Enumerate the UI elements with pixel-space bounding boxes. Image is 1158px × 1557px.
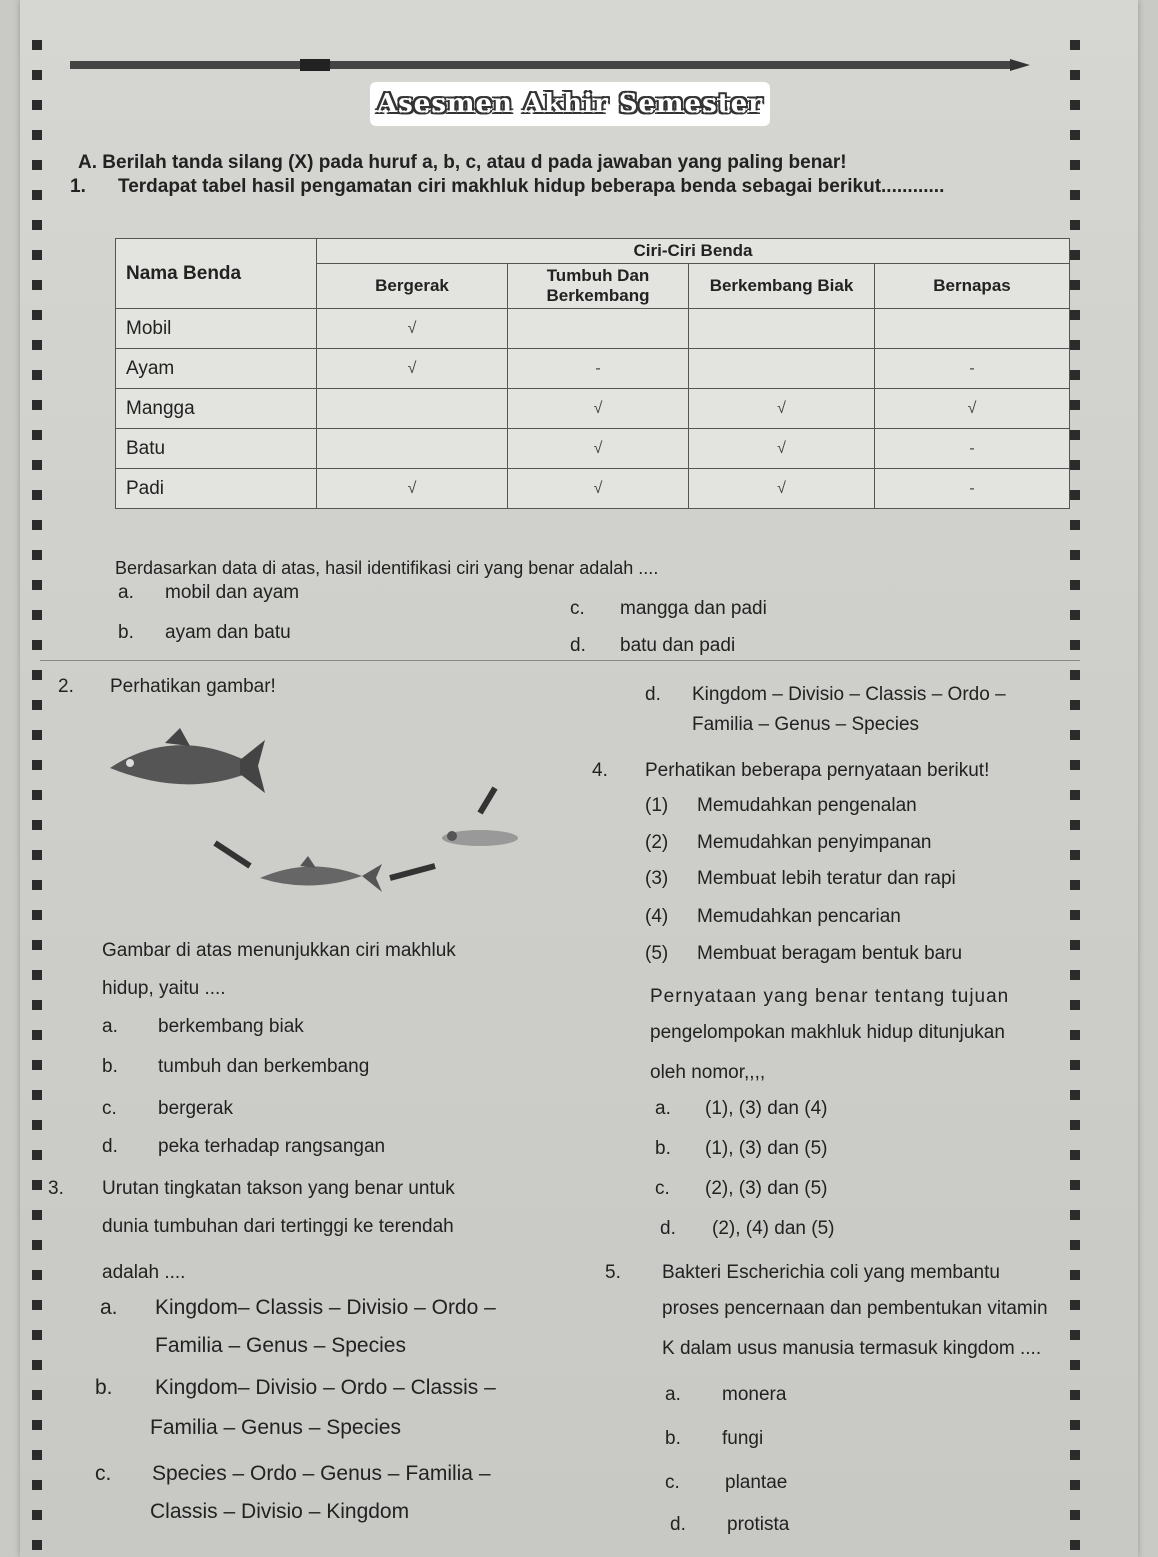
q4-statement-5-label: (5) — [645, 943, 669, 964]
page-title: Asesmen Akhir Semester — [370, 82, 770, 126]
q3-option-a-label: a. — [100, 1296, 118, 1319]
q4-option-b[interactable]: (1), (3) dan (5) — [705, 1138, 828, 1159]
table-cell — [689, 349, 875, 389]
q3-question-line-1: Urutan tingkatan takson yang benar untuk — [102, 1178, 455, 1199]
table-cell: √ — [689, 389, 875, 429]
q2-number: 2. — [58, 676, 74, 697]
q4-statement-3: Membuat lebih teratur dan rapi — [697, 868, 956, 889]
q4-option-b-label: b. — [655, 1138, 671, 1159]
q4-option-c[interactable]: (2), (3) dan (5) — [705, 1178, 828, 1199]
q4-question-line-3: oleh nomor,,,, — [650, 1062, 766, 1083]
q1-option-d[interactable]: batu dan padi — [620, 635, 736, 656]
table-row — [116, 469, 1070, 509]
q2-option-c[interactable]: bergerak — [158, 1098, 233, 1119]
col-bernapas: Bernapas — [875, 264, 1070, 309]
q4-intro: Perhatikan beberapa pernyataan berikut! — [645, 760, 990, 781]
q3-question-line-3: adalah .... — [102, 1262, 186, 1283]
table-cell: - — [875, 469, 1070, 509]
table-cell — [689, 309, 875, 349]
table-row — [116, 309, 1070, 349]
q4-option-a[interactable]: (1), (3) dan (4) — [705, 1098, 828, 1119]
q3-option-b-label: b. — [95, 1376, 113, 1399]
divider — [40, 660, 1080, 661]
q3-option-b-line-2[interactable]: Familia – Genus – Species — [150, 1416, 401, 1439]
q4-question-line-1: Pernyataan yang benar tentang tujuan — [650, 986, 1010, 1007]
q3-option-c-line-2[interactable]: Classis – Divisio – Kingdom — [150, 1500, 410, 1523]
adult-fish-icon — [110, 728, 265, 793]
table-cell: √ — [317, 309, 508, 349]
section-a-instruction: A. Berilah tanda silang (X) pada huruf a, b, c, atau d pada jawaban yang paling benar! — [78, 152, 847, 173]
table-cell: √ — [508, 389, 689, 429]
col-berkembang-biak: Berkembang Biak — [689, 264, 875, 309]
col-bergerak: Bergerak — [317, 264, 508, 309]
row-name: Mobil — [116, 309, 317, 349]
q3-question-line-2: dunia tumbuhan dari tertinggi ke terendah — [102, 1216, 454, 1237]
row-name: Padi — [116, 469, 317, 509]
q2-question-line-2: hidup, yaitu .... — [102, 978, 226, 999]
table-row — [116, 429, 1070, 469]
table-row — [116, 349, 1070, 389]
q4-statement-4: Memudahkan pencarian — [697, 906, 901, 927]
q1-option-d-label: d. — [570, 635, 586, 656]
q3-option-d-line-2[interactable]: Familia – Genus – Species — [692, 714, 920, 735]
q4-statement-2-label: (2) — [645, 832, 669, 853]
arrow-icon — [480, 788, 495, 813]
q3-number: 3. — [48, 1178, 64, 1199]
table-cell: √ — [875, 389, 1070, 429]
q5-question-line-2: proses pencernaan dan pembentukan vitamin — [662, 1298, 1048, 1319]
q5-question-line-3: K dalam usus manusia termasuk kingdom .... — [662, 1338, 1042, 1359]
q4-option-a-label: a. — [655, 1098, 671, 1119]
arrow-icon — [215, 843, 250, 866]
table-cell — [317, 389, 508, 429]
q5-option-c[interactable]: plantae — [725, 1472, 788, 1493]
table-cell: √ — [689, 429, 875, 469]
row-name: Batu — [116, 429, 317, 469]
q2-option-a-label: a. — [102, 1016, 118, 1037]
q3-option-c-line-1[interactable]: Species – Ordo – Genus – Familia – — [152, 1462, 491, 1485]
q1-option-b[interactable]: ayam dan batu — [165, 622, 291, 643]
q4-statement-2: Memudahkan penyimpanan — [697, 832, 932, 853]
fish-life-cycle-image — [100, 718, 560, 928]
q1-question: Berdasarkan data di atas, hasil identifikasi ciri yang benar adalah .... — [115, 558, 659, 578]
arrow-icon — [390, 866, 435, 878]
spiral-binding-right — [1070, 40, 1080, 1557]
q1-option-a[interactable]: mobil dan ayam — [165, 582, 300, 603]
q1-number: 1. — [70, 176, 86, 197]
row-name: Mangga — [116, 389, 317, 429]
q5-question-line-1: Bakteri Escherichia coli yang membantu — [662, 1262, 1000, 1283]
q2-option-d[interactable]: peka terhadap rangsangan — [158, 1136, 386, 1157]
q2-option-a[interactable]: berkembang biak — [158, 1016, 304, 1037]
q4-option-d-label: d. — [660, 1218, 676, 1239]
spiral-binding-left — [32, 40, 42, 1557]
q5-number: 5. — [605, 1262, 621, 1283]
table-cell — [508, 309, 689, 349]
q2-option-b-label: b. — [102, 1056, 118, 1077]
q4-question-line-2: pengelompokan makhluk hidup ditunjukan — [650, 1022, 1005, 1043]
q1-option-c[interactable]: mangga dan padi — [620, 598, 767, 619]
q5-option-a[interactable]: monera — [722, 1384, 787, 1405]
q3-option-d-line-1[interactable]: Kingdom – Divisio – Classis – Ordo – — [692, 684, 1006, 705]
q1-intro: Terdapat tabel hasil pengamatan ciri makhluk hidup beberapa benda sebagai berikut............ — [118, 176, 945, 197]
col-tumbuh: Tumbuh Dan Berkembang — [508, 264, 689, 309]
q4-statement-5: Membuat beragam bentuk baru — [697, 943, 963, 964]
table-row — [116, 389, 1070, 429]
q4-number: 4. — [592, 760, 608, 781]
col-ciri-ciri-benda: Ciri-Ciri Benda — [317, 239, 1070, 264]
young-fish-icon — [260, 856, 382, 892]
q2-intro: Perhatikan gambar! — [110, 676, 276, 697]
q3-option-a-line-2[interactable]: Familia – Genus – Species — [155, 1334, 406, 1357]
table-cell: √ — [508, 429, 689, 469]
q2-option-d-label: d. — [102, 1136, 118, 1157]
table-cell: - — [875, 349, 1070, 389]
q3-option-b-line-1[interactable]: Kingdom– Divisio – Ordo – Classis – — [155, 1376, 496, 1399]
table-cell: - — [508, 349, 689, 389]
table-cell — [317, 429, 508, 469]
larva-icon — [442, 830, 518, 846]
q5-option-b-label: b. — [665, 1428, 681, 1449]
table-cell — [875, 309, 1070, 349]
q5-option-a-label: a. — [665, 1384, 681, 1405]
q4-statement-1: Memudahkan pengenalan — [697, 795, 917, 816]
q4-statement-1-label: (1) — [645, 795, 669, 816]
q2-question-line-1: Gambar di atas menunjukkan ciri makhluk — [102, 940, 456, 961]
col-nama-benda: Nama Benda — [116, 239, 317, 309]
q3-option-c-label: c. — [95, 1462, 112, 1485]
pencil-decoration — [70, 55, 1030, 75]
q1-option-a-label: a. — [118, 582, 134, 603]
table-cell: √ — [689, 469, 875, 509]
q3-option-a-line-1[interactable]: Kingdom– Classis – Divisio – Ordo – — [155, 1296, 496, 1319]
q4-option-d[interactable]: (2), (4) dan (5) — [712, 1218, 835, 1239]
q5-option-b[interactable]: fungi — [722, 1428, 764, 1449]
row-name: Ayam — [116, 349, 317, 389]
q5-option-d-label: d. — [670, 1514, 686, 1535]
table-cell: √ — [317, 469, 508, 509]
table-cell: √ — [508, 469, 689, 509]
q3-option-d-label: d. — [645, 684, 661, 705]
q5-option-d[interactable]: protista — [727, 1514, 790, 1535]
table-cell: - — [875, 429, 1070, 469]
q1-option-c-label: c. — [570, 598, 585, 619]
q2-option-b[interactable]: tumbuh dan berkembang — [158, 1056, 370, 1077]
observation-table — [115, 238, 1070, 509]
q4-statement-4-label: (4) — [645, 906, 669, 927]
table-cell: √ — [317, 349, 508, 389]
q2-option-c-label: c. — [102, 1098, 117, 1119]
q4-option-c-label: c. — [655, 1178, 670, 1199]
q4-statement-3-label: (3) — [645, 868, 669, 889]
q5-option-c-label: c. — [665, 1472, 680, 1493]
q1-option-b-label: b. — [118, 622, 134, 643]
